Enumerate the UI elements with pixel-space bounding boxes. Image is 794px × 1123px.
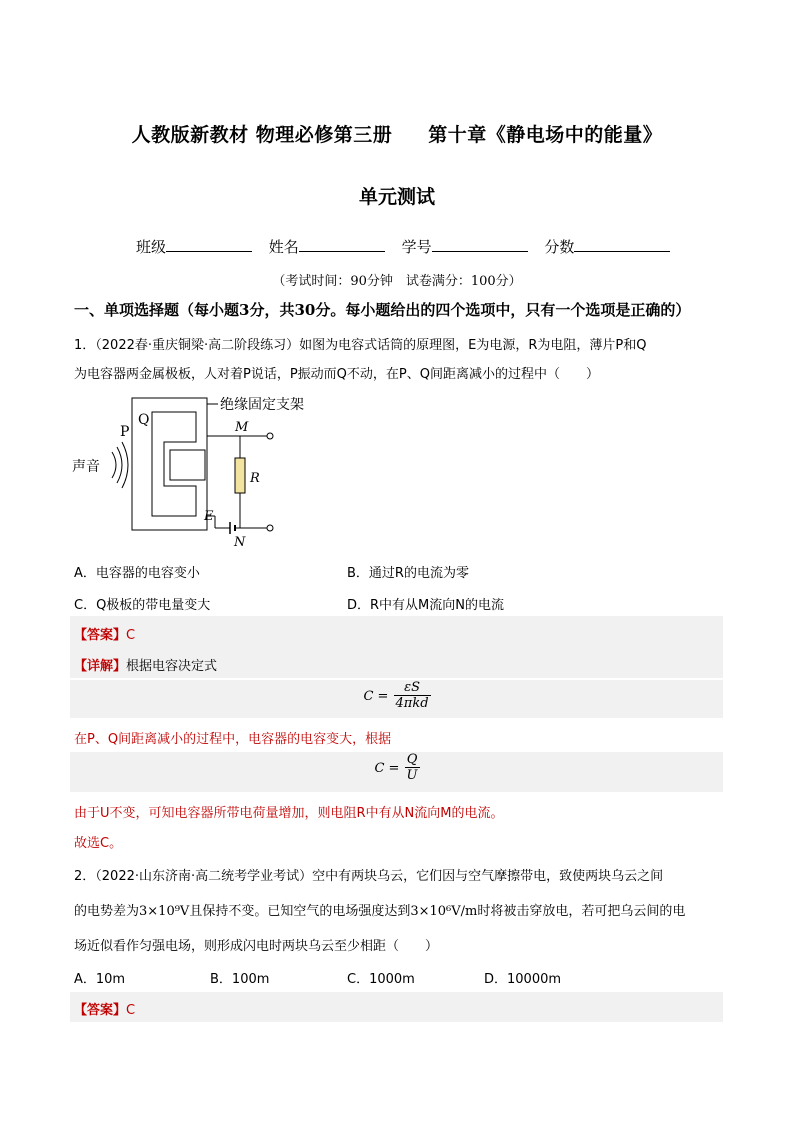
- q2-line2-c: 时将被击穿放电，若可把乌云间的电: [477, 904, 686, 919]
- q2-line2: [74, 900, 685, 919]
- q2-line3: 场近似看作匀强电场，则形成闪电时两块乌云至少相距（ ）: [74, 939, 439, 954]
- answer-value: C: [126, 628, 136, 643]
- q2-voltage: 3×10⁹V: [139, 904, 190, 919]
- microphone-circuit-diagram: [70, 390, 304, 550]
- sound-wave-icon: [122, 442, 128, 488]
- formula2-fraction: [405, 752, 420, 783]
- p-label: P: [120, 424, 130, 440]
- score-blank[interactable]: [574, 237, 670, 252]
- detail-text: 根据电容决定式: [126, 659, 218, 674]
- class-blank[interactable]: [166, 237, 252, 252]
- formula-charge: [0, 752, 794, 783]
- title-part2: 第十章《静电场中的能量》: [428, 124, 663, 146]
- terminal-n: [267, 525, 273, 531]
- q1-line1: 1．（2022春·重庆铜梁·高二阶段练习）如图为电容式话筒的原理图，E为电源，R为电阻，薄片P和Q: [74, 338, 647, 353]
- q1-explanation-line1: 在P、Q间距离减小的过程中，电容器的电容变大，根据: [74, 732, 392, 747]
- plate-p: [152, 412, 196, 516]
- q1-option-a[interactable]: A．电容器的电容变小: [74, 566, 200, 581]
- m-label: M: [235, 420, 249, 435]
- detail-label: 【详解】: [74, 659, 127, 674]
- formula1-fraction: [394, 680, 431, 711]
- q2-line2-a: 的电势差为: [74, 904, 140, 919]
- q2-field: 3×10⁶V/m: [410, 904, 478, 919]
- q1-conclusion: 故选C。: [74, 836, 123, 851]
- student-info-line: [136, 236, 670, 257]
- q2-option-a[interactable]: A．10m: [74, 972, 126, 987]
- q2-answer-box: [70, 992, 723, 1022]
- id-blank[interactable]: [432, 237, 528, 252]
- formula1-den: 4πkd: [395, 696, 429, 711]
- class-label: 班级: [136, 238, 167, 256]
- formula2-lhs: C =: [374, 761, 400, 776]
- id-label: 学号: [401, 238, 432, 256]
- answer-value: C: [126, 1003, 136, 1018]
- q1-option-b[interactable]: B．通过R的电流为零: [347, 566, 469, 581]
- sound-wave-icon: [117, 447, 122, 483]
- n-label: N: [234, 535, 246, 550]
- sound-label: 声音: [72, 459, 100, 475]
- resistor: [235, 458, 245, 493]
- e-label: E: [204, 509, 214, 524]
- answer-label: 【答案】: [74, 628, 127, 643]
- name-label: 姓名: [268, 238, 299, 256]
- formula-capacitance: [0, 680, 794, 711]
- q1-line2: 为电容器两金属极板，人对着P说话，P振动而Q不动，在P、Q间距离减小的过程中（ ）: [74, 367, 599, 382]
- score-label: 分数: [544, 238, 575, 256]
- plate-q: [170, 450, 205, 480]
- title-part1: 人教版新教材 物理必修第三册: [131, 124, 393, 146]
- page-title: [0, 120, 794, 147]
- q1-detail: [74, 655, 217, 674]
- q1-option-c[interactable]: C．Q极板的带电量变大: [74, 598, 211, 613]
- formula2-num: Q: [405, 752, 420, 768]
- q2-line1: 2．（2022·山东济南·高二统考学业考试）空中有两块乌云，它们因与空气摩擦带电，致使两块乌云之间: [74, 869, 664, 884]
- q1-option-d[interactable]: D．R中有从M流向N的电流: [347, 598, 504, 613]
- exam-info: （考试时间：90分钟 试卷满分：100分）: [272, 274, 522, 289]
- q1-answer-box: [70, 616, 723, 646]
- section-heading: 一、单项选择题（每小题3分，共30分。每小题给出的四个选项中，只有一个选项是正确的）: [74, 301, 691, 319]
- page-subtitle: 单元测试: [358, 186, 435, 208]
- sound-wave-icon: [112, 452, 116, 478]
- q2-option-b[interactable]: B．100m: [210, 972, 270, 987]
- formula1-num: εS: [394, 680, 431, 696]
- answer-label: 【答案】: [74, 1003, 127, 1018]
- q2-line2-b: 且保持不变。已知空气的电场强度达到: [189, 904, 411, 919]
- formula2-den: U: [406, 768, 418, 783]
- q-label: Q: [138, 412, 150, 428]
- q2-option-d[interactable]: D．10000m: [484, 972, 562, 987]
- q1-explanation-line2: 由于U不变，可知电容器所带电荷量增加，则电阻R中有从N流向M的电流。: [74, 806, 504, 821]
- q1-answer: [74, 624, 135, 643]
- formula1-lhs: C =: [363, 689, 389, 704]
- terminal-m: [267, 433, 273, 439]
- name-blank[interactable]: [299, 237, 385, 252]
- q2-answer: [74, 999, 135, 1018]
- q2-option-c[interactable]: C．1000m: [347, 972, 415, 987]
- r-label: R: [250, 471, 260, 486]
- support-label: 绝缘固定支架: [220, 397, 304, 413]
